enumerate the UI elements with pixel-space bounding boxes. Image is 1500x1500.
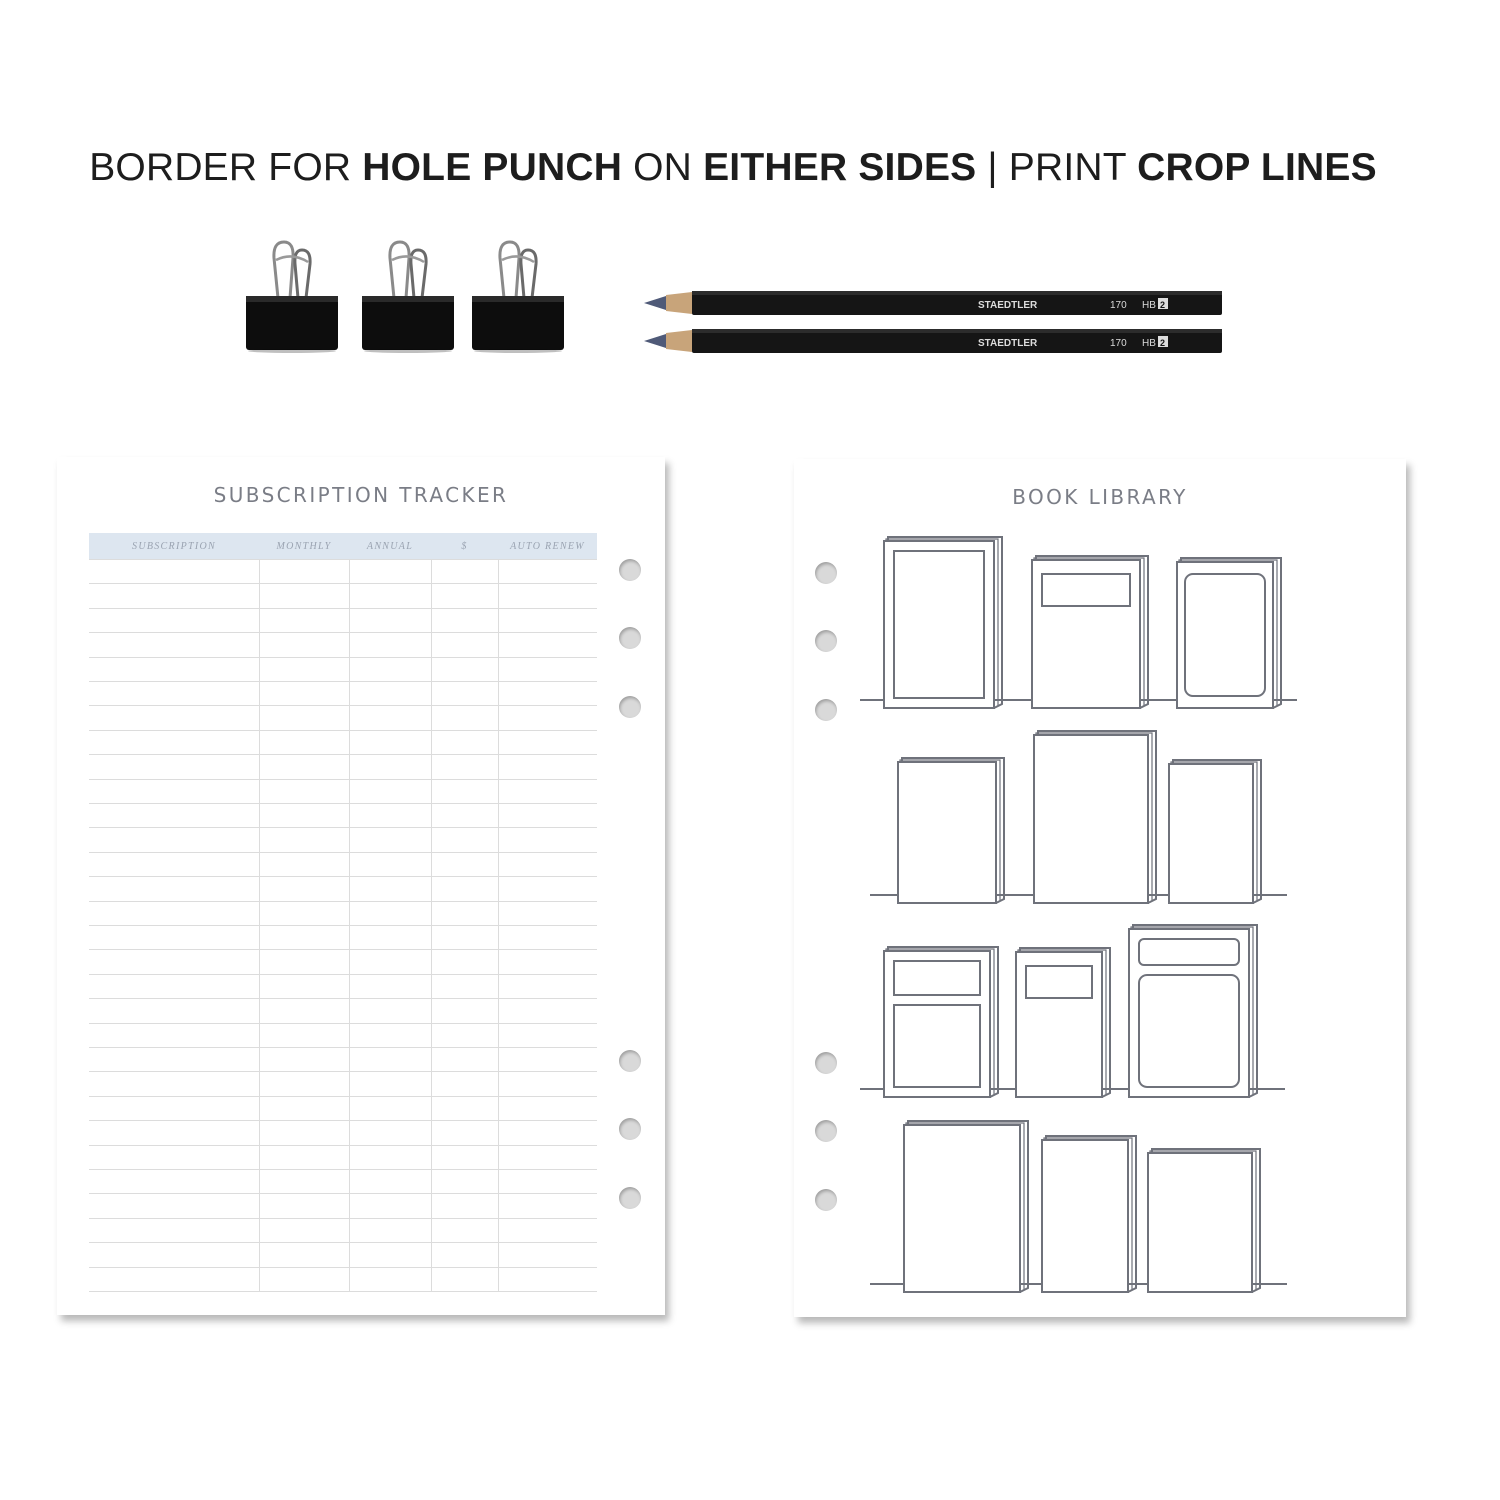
table-row-line (89, 1218, 597, 1219)
column-header-annual: ANNUAL (366, 541, 414, 552)
book-icon (884, 947, 998, 1097)
table-row-line (89, 608, 597, 609)
table-column-line (349, 559, 350, 1291)
book-icon (1169, 760, 1261, 903)
table-row-line (89, 583, 597, 584)
pencil-brand: STAEDTLER (978, 300, 1038, 311)
subscription-tracker-sheet (57, 457, 665, 1315)
table-row-line (89, 705, 597, 706)
pencil-model: 170 (1110, 300, 1127, 311)
pencil-brand: STAEDTLER (978, 338, 1038, 349)
table-row-line (89, 1193, 597, 1194)
table-row-line (89, 754, 597, 755)
headline-part-1: BORDER FOR (89, 146, 363, 189)
book-icon (904, 1121, 1028, 1292)
table-column-line (498, 559, 499, 1291)
headline-part-6: CROP LINES (1137, 146, 1377, 189)
book-icon (1148, 1149, 1260, 1292)
table-row-line (89, 1096, 597, 1097)
bookshelf-illustration (794, 459, 1406, 1317)
binder-clip-icon (470, 238, 566, 354)
table-row-line (89, 1291, 597, 1292)
table-row-line (89, 730, 597, 731)
table-row-line (89, 559, 597, 560)
table-header (89, 533, 597, 559)
binder-clip-icon (244, 238, 340, 354)
headline (0, 146, 1466, 190)
table-row-line (89, 852, 597, 853)
table-column-line (431, 559, 432, 1291)
table-row-line (89, 779, 597, 780)
table-row-line (89, 1267, 597, 1268)
binder-clip-icon (360, 238, 456, 354)
table-row-line (89, 1023, 597, 1024)
table-row-line (89, 901, 597, 902)
book-icon (1177, 558, 1281, 708)
table-row-line (89, 827, 597, 828)
headline-part-2: HOLE PUNCH (362, 146, 623, 189)
table-row-line (89, 974, 597, 975)
table-row-line (89, 1242, 597, 1243)
punch-hole (619, 696, 641, 718)
table-row-line (89, 949, 597, 950)
book-icon (1042, 1136, 1136, 1292)
book-icon (1129, 925, 1257, 1097)
table-row-line (89, 925, 597, 926)
pencil-icon (640, 326, 1230, 356)
table-row-line (89, 657, 597, 658)
column-header-monthly: MONTHLY (276, 541, 332, 552)
pencil-model: 170 (1110, 338, 1127, 349)
column-header-auto-renew: AUTO RENEW (510, 541, 585, 552)
headline-part-4: EITHER SIDES (703, 146, 977, 189)
pencil-grade: HB (1142, 300, 1156, 311)
table-row-line (89, 876, 597, 877)
table-row-line (89, 632, 597, 633)
table-row-line (89, 803, 597, 804)
table-column-line (259, 559, 260, 1291)
table-row-line (89, 1145, 597, 1146)
pencil-grade: HB (1142, 338, 1156, 349)
punch-hole (619, 559, 641, 581)
book-icon (1016, 948, 1110, 1097)
punch-hole (619, 1187, 641, 1209)
column-header-subscription: SUBSCRIPTION (132, 541, 216, 552)
table-row-line (89, 998, 597, 999)
sheet-title: BOOK LIBRARY (1012, 485, 1188, 509)
table-row-line (89, 1120, 597, 1121)
pencil-grade-badge: 2 (1160, 338, 1166, 348)
headline-part-5: | PRINT (976, 146, 1138, 189)
punch-hole (619, 1050, 641, 1072)
headline-part-3: ON (622, 146, 704, 189)
column-header-amount: $ (461, 541, 468, 552)
table-row-line (89, 1047, 597, 1048)
book-icon (884, 537, 1002, 708)
book-icon (1034, 731, 1156, 903)
punch-hole (619, 627, 641, 649)
pencil-grade-badge: 2 (1160, 300, 1166, 310)
table-row-line (89, 1169, 597, 1170)
book-icon (1032, 556, 1148, 708)
pencil-icon (640, 288, 1230, 318)
table-row-line (89, 1071, 597, 1072)
sheet-title: SUBSCRIPTION TRACKER (213, 483, 509, 507)
punch-hole (619, 1118, 641, 1140)
table-row-line (89, 681, 597, 682)
book-library-sheet (794, 459, 1406, 1317)
book-icon (898, 758, 1004, 903)
